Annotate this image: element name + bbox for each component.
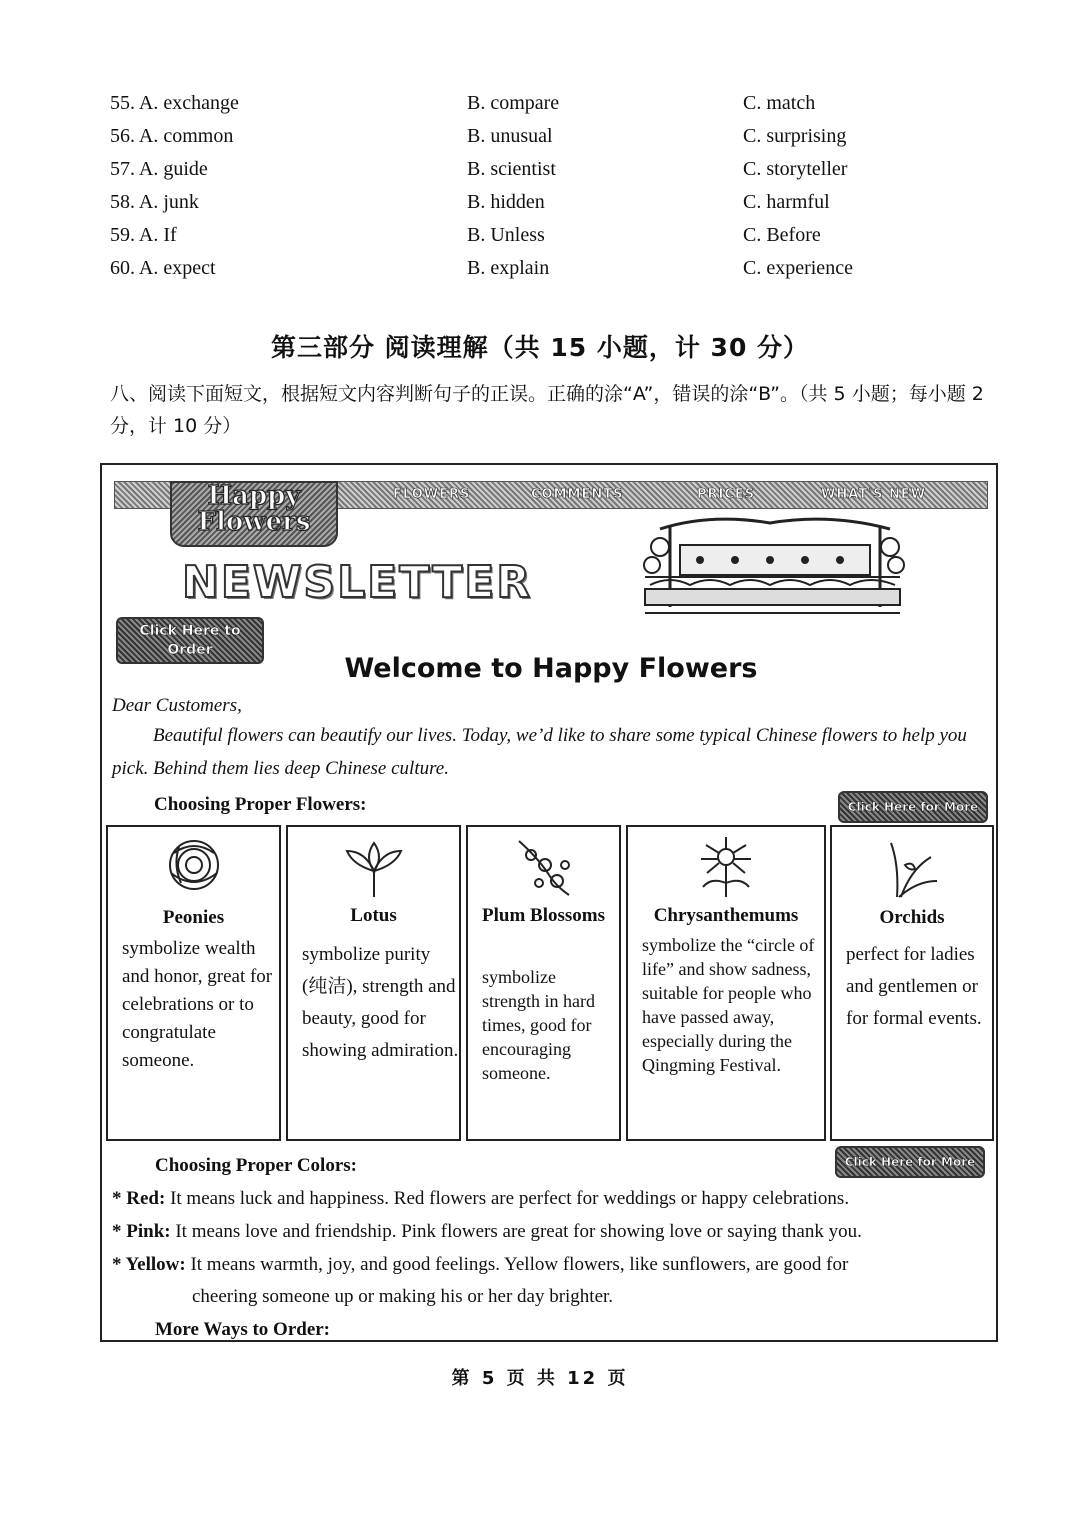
option-b: B. compare <box>467 92 560 114</box>
nav-whats-new[interactable]: WHAT'S NEW <box>821 487 927 502</box>
flower-description: symbolize purity (纯洁), strength and beauty, good for showing admiration. <box>302 944 459 1061</box>
option-a: A. guide <box>138 158 208 180</box>
option-row-57 <box>110 158 990 191</box>
choosing-colors-heading: Choosing Proper Colors: <box>155 1155 357 1176</box>
flower-description: symbolize strength in hard times, good for encouraging someone. <box>482 967 595 1083</box>
flower-card-lotus <box>286 825 461 1141</box>
nav-flowers[interactable]: FLOWERS <box>393 487 471 502</box>
nav-prices[interactable]: PRICES <box>697 487 756 502</box>
greeting: Dear Customers, <box>112 695 242 716</box>
question-number: 55. <box>110 92 135 114</box>
peony-icon <box>159 835 229 899</box>
option-c: C. experience <box>743 257 853 279</box>
more-colors-button[interactable]: Click Here for More <box>835 1146 985 1178</box>
flower-name: Orchids <box>879 907 945 928</box>
flower-card-peonies <box>106 825 281 1141</box>
option-b: B. scientist <box>467 158 556 180</box>
logo-line-2: Flowers <box>197 507 311 537</box>
option-c: C. match <box>743 92 816 114</box>
page-footer: 第 5 页 共 12 页 <box>451 1368 629 1389</box>
orchid-icon <box>877 835 947 899</box>
option-row-60 <box>110 257 990 290</box>
option-a: A. junk <box>138 191 199 213</box>
nav-comments[interactable]: COMMENTS <box>531 487 624 502</box>
option-b: B. unusual <box>467 125 553 147</box>
color-yellow-continued: cheering someone up or making his or her day brighter. <box>192 1286 614 1307</box>
flower-name: Lotus <box>350 905 397 926</box>
newsletter-frame <box>100 463 998 1342</box>
plum-blossom-icon <box>509 835 579 899</box>
flower-name: Chrysanthemums <box>653 905 799 926</box>
option-c: C. storyteller <box>743 158 848 180</box>
flower-name: Peonies <box>162 907 225 928</box>
color-pink: * Pink: It means love and friendship. Pink flowers are great for showing love or saying thank you. <box>112 1221 862 1242</box>
option-a: A. common <box>138 125 234 147</box>
newsletter-title: NEWSLETTER <box>182 557 533 608</box>
flower-description: symbolize the “circle of life” and show sadness, suitable for people who have passed away, especially during the Qingming Festival. <box>642 935 815 1075</box>
option-a: A. exchange <box>138 92 239 114</box>
logo-line-1: Happy <box>207 481 301 511</box>
section-title: 第三部分 阅读理解（共 15 小题，计 30 分） <box>270 333 810 362</box>
welcome-heading: Welcome to Happy Flowers <box>344 653 758 684</box>
flower-card-orchids <box>830 825 994 1141</box>
question-number: 57. <box>110 158 135 180</box>
option-c: C. harmful <box>743 191 830 213</box>
flower-name: Plum Blossoms <box>482 905 605 926</box>
chrysanthemum-icon <box>691 835 761 899</box>
option-row-56 <box>110 125 990 158</box>
option-row-59 <box>110 224 990 257</box>
option-row-58 <box>110 191 990 224</box>
option-c: C. surprising <box>743 125 847 147</box>
option-b: B. hidden <box>467 191 545 213</box>
flower-description: symbolize wealth and honor, great for celebrations or to congratulate someone. <box>122 938 273 1071</box>
flower-description: perfect for ladies and gentlemen or for formal events. <box>846 944 982 1029</box>
more-flowers-button[interactable]: Click Here for More <box>838 791 988 823</box>
option-a: A. expect <box>138 257 216 279</box>
option-b: B. Unless <box>467 224 545 246</box>
lotus-icon <box>339 835 409 899</box>
color-yellow: * Yellow: It means warmth, joy, and good feelings. Yellow flowers, like sunflowers, are good for <box>112 1254 849 1275</box>
option-row-55 <box>110 92 990 125</box>
more-ways-heading: More Ways to Order: <box>155 1319 331 1340</box>
answer-options <box>110 92 990 290</box>
question-number: 59. <box>110 224 135 246</box>
question-number: 56. <box>110 125 135 147</box>
flower-card-chrysanthemums <box>626 825 826 1141</box>
option-c: C. Before <box>743 224 821 246</box>
question-number: 58. <box>110 191 135 213</box>
flower-card-plum-blossoms <box>466 825 621 1141</box>
flower-shop-illustration <box>640 517 905 617</box>
option-b: B. explain <box>467 257 550 279</box>
option-a: A. If <box>138 224 177 246</box>
instructions: 八、阅读下面短文，根据短文内容判断句子的正误。正确的涂“A”，错误的涂“B”。（共 5 小题；每小题 2 分，计 10 分） <box>110 383 984 437</box>
intro-paragraph: Beautiful flowers can beautify our lives. Today, we’d like to share some typical Chinese flowers to help you pick. Behind them lies deep Chinese culture. <box>112 725 967 779</box>
question-number: 60. <box>110 257 135 279</box>
happy-flowers-logo <box>170 481 338 547</box>
color-red: * Red: It means luck and happiness. Red flowers are perfect for weddings or happy celebrations. <box>112 1188 850 1209</box>
order-button[interactable]: Click Here to Order <box>116 617 264 664</box>
choosing-flowers-heading: Choosing Proper Flowers: <box>154 794 367 815</box>
